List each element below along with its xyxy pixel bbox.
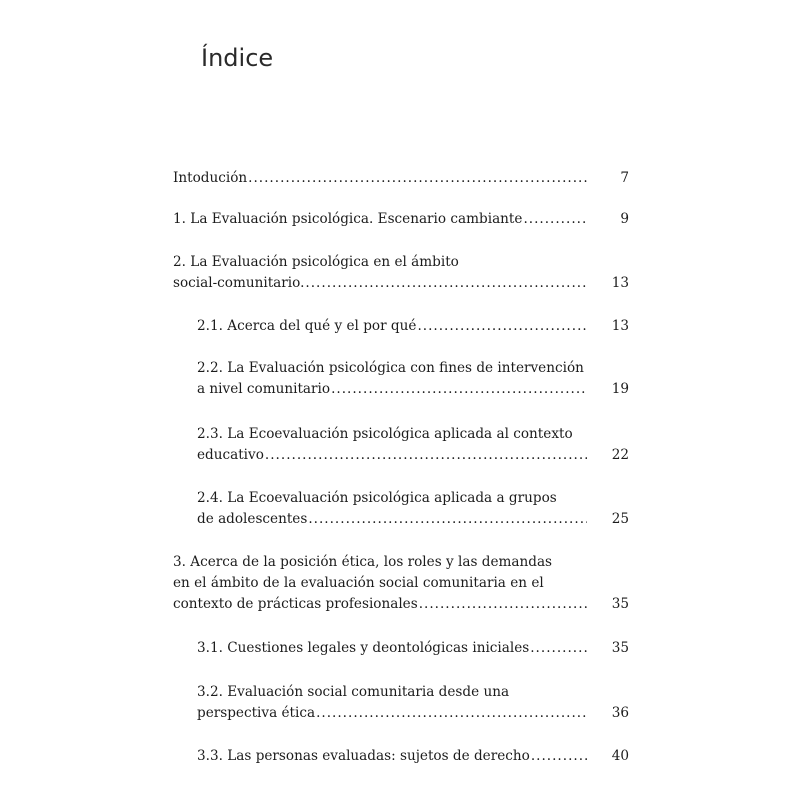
toc-entry-section-2-2 — [197, 358, 629, 400]
index-heading: Índice — [201, 44, 274, 72]
dot-leader — [522, 209, 587, 230]
toc-entry-title-line: 3. Acerca de la posición ética, los roles y las demandas — [173, 554, 553, 570]
dot-leader — [247, 168, 587, 189]
toc-entry-title-line: 3.2. Evaluación social comunitaria desde una — [197, 684, 510, 700]
toc-page-number: 35 — [611, 640, 629, 656]
toc-entry-chapter-3 — [173, 552, 629, 615]
dot-leader — [418, 594, 587, 615]
toc-entry-title: 2.1. Acerca del qué y el por qué — [197, 318, 417, 334]
toc-page-number: 19 — [611, 381, 629, 397]
toc-page-number: 7 — [620, 170, 629, 186]
toc-entry-line — [173, 273, 587, 294]
toc-entry-chapter-1 — [173, 209, 629, 230]
toc-entry-section-2-3 — [197, 424, 629, 466]
toc-entry-title: Intodución — [173, 170, 248, 186]
toc-entry-title-line: 2. La Evaluación psicológica en el ámbito — [173, 254, 459, 270]
toc-entry-line — [197, 445, 587, 466]
toc-page-number: 36 — [611, 705, 629, 721]
toc-entry-introduction — [173, 168, 629, 189]
toc-entry-section-2-1 — [197, 316, 629, 337]
dot-leader — [264, 445, 587, 466]
dot-leader — [330, 379, 587, 400]
toc-entry-section-2-4 — [197, 488, 629, 530]
toc-entry-line — [197, 638, 587, 659]
toc-entry-line — [173, 168, 587, 189]
toc-entry-title: 3.1. Cuestiones legales y deontológicas iniciales — [197, 640, 530, 656]
toc-entry-title: educativo — [197, 447, 264, 463]
toc-entry-title: perspectiva ética — [197, 705, 316, 721]
toc-entry-section-3-1 — [197, 638, 629, 659]
toc-entry-line — [197, 379, 587, 400]
toc-entry-line — [173, 594, 587, 615]
toc-page-number: 25 — [611, 511, 629, 527]
dot-leader — [530, 746, 587, 767]
toc-entry-chapter-2 — [173, 252, 629, 294]
dot-leader — [529, 638, 587, 659]
toc-page-number: 40 — [611, 748, 629, 764]
toc-entry-section-3-2 — [197, 682, 629, 724]
dot-leader — [304, 273, 587, 294]
toc-page-number: 35 — [611, 596, 629, 612]
toc-entry-title: 3.3. Las personas evaluadas: sujetos de derecho — [197, 748, 530, 764]
dot-leader — [315, 703, 587, 724]
toc-entry-line — [197, 703, 587, 724]
toc-entry-line — [197, 509, 587, 530]
toc-page-number: 9 — [620, 211, 629, 227]
toc-entry-title-line: 2.4. La Ecoevaluación psicológica aplicada a grupos — [197, 490, 557, 506]
toc-entry-title-line: en el ámbito de la evaluación social comunitaria en el — [173, 575, 544, 591]
toc-entry-title: contexto de prácticas profesionales — [173, 596, 418, 612]
toc-entry-title-line: 2.2. La Evaluación psicológica con fines de intervención — [197, 360, 584, 376]
toc-entry-title: a nivel comunitario — [197, 381, 331, 397]
toc-entry-section-3-3 — [197, 746, 629, 767]
toc-entry-line — [173, 209, 587, 230]
dot-leader — [416, 316, 587, 337]
toc-page-number: 13 — [611, 318, 629, 334]
toc-entry-line — [197, 316, 587, 337]
toc-page-number: 13 — [611, 275, 629, 291]
toc-entry-title: de adolescentes — [197, 511, 308, 527]
toc-entry-title: 1. La Evaluación psicológica. Escenario cambiante — [173, 211, 523, 227]
dot-leader — [307, 509, 587, 530]
toc-page-number: 22 — [611, 447, 629, 463]
toc-entry-line — [197, 746, 587, 767]
toc-entry-title: social-comunitario. — [173, 275, 305, 291]
toc-entry-title-line: 2.3. La Ecoevaluación psicológica aplicada al contexto — [197, 426, 573, 442]
